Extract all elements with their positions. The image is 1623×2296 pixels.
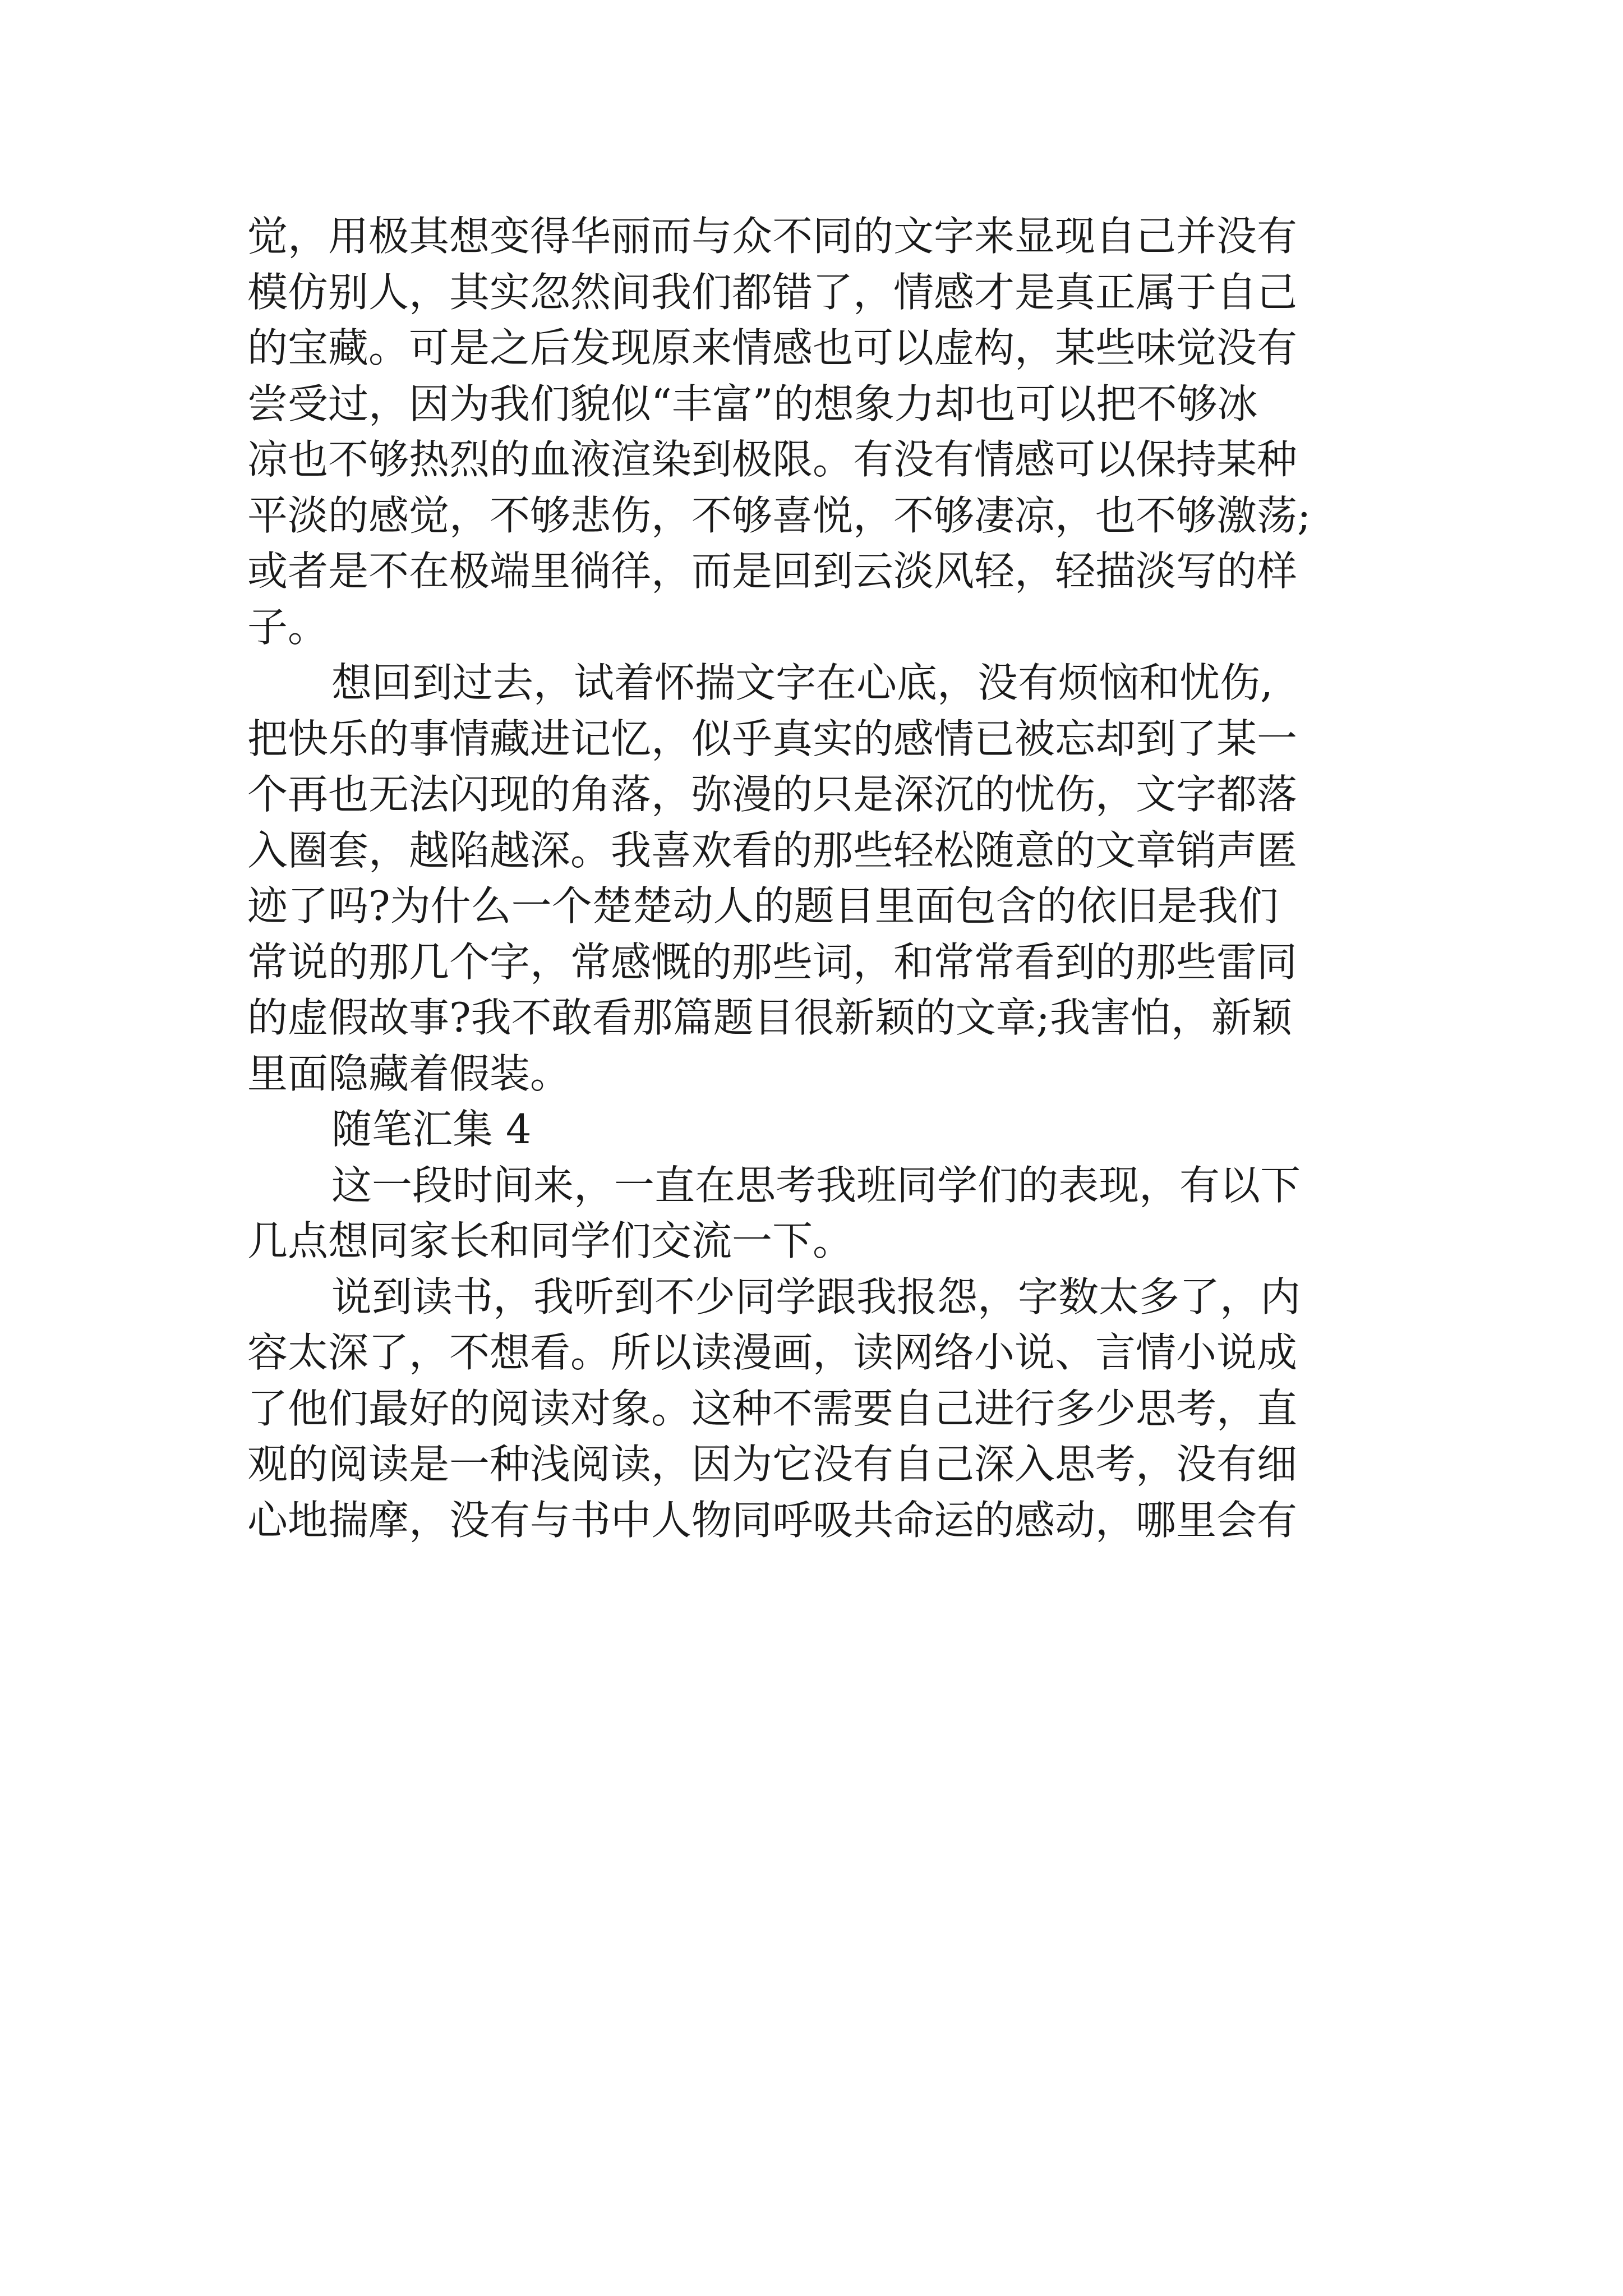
text-line: 想回到过去，试着怀揣文字在心底，没有烦恼和忧伤, bbox=[331, 659, 1273, 706]
text-line: 子。 bbox=[247, 603, 329, 651]
text-line: 迹了吗?为什么一个楚楚动人的题目里面包含的依旧是我们 bbox=[247, 882, 1279, 930]
text-line: 这一段时间来，一直在思考我班同学们的表现，有以下 bbox=[331, 1161, 1301, 1209]
text-line: 观的阅读是一种浅阅读，因为它没有自己深入思考，没有细 bbox=[247, 1441, 1298, 1488]
text-line: 尝受过，因为我们貌似“丰富”的想象力却也可以把不够冰 bbox=[247, 380, 1258, 427]
text-line: 凉也不够热烈的血液渲染到极限。有没有情感可以保持某种 bbox=[247, 436, 1298, 483]
body-text bbox=[247, 209, 1386, 1548]
text-line: 常说的那几个字，常感慨的那些词，和常常看到的那些雷同 bbox=[247, 938, 1298, 986]
text-line: 里面隐藏着假装。 bbox=[247, 1050, 571, 1097]
text-line: 容太深了，不想看。所以读漫画，读网络小说、言情小说成 bbox=[247, 1329, 1298, 1376]
text-line: 心地揣摩，没有与书中人物同呼吸共命运的感动，哪里会有 bbox=[247, 1496, 1298, 1544]
text-line: 个再也无法闪现的角落，弥漫的只是深沉的忧伤，文字都落 bbox=[247, 771, 1298, 818]
text-line: 说到读书，我听到不少同学跟我报怨，字数太多了，内 bbox=[331, 1273, 1301, 1320]
section-heading: 随笔汇集 4 bbox=[331, 1106, 532, 1153]
text-line: 的虚假故事?我不敢看那篇题目很新颖的文章;我害怕，新颖 bbox=[247, 994, 1292, 1041]
text-line: 或者是不在极端里徜徉，而是回到云淡风轻，轻描淡写的样 bbox=[247, 547, 1298, 595]
text-line: 平淡的感觉，不够悲伤，不够喜悦，不够凄凉，也不够激荡; bbox=[247, 491, 1311, 539]
text-line: 模仿别人，其实忽然间我们都错了，情感才是真正属于自己 bbox=[247, 268, 1298, 316]
text-line: 觉，用极其想变得华丽而与众不同的文字来显现自己并没有 bbox=[247, 213, 1298, 260]
text-line: 把快乐的事情藏进记忆，似乎真实的感情已被忘却到了某一 bbox=[247, 715, 1298, 762]
text-line: 了他们最好的阅读对象。这种不需要自己进行多少思考，直 bbox=[247, 1384, 1298, 1432]
text-line: 的宝藏。可是之后发现原来情感也可以虚构，某些味觉没有 bbox=[247, 324, 1298, 371]
text-line: 入圈套，越陷越深。我喜欢看的那些轻松随意的文章销声匿 bbox=[247, 826, 1298, 874]
text-line: 几点想同家长和同学们交流一下。 bbox=[247, 1217, 854, 1264]
